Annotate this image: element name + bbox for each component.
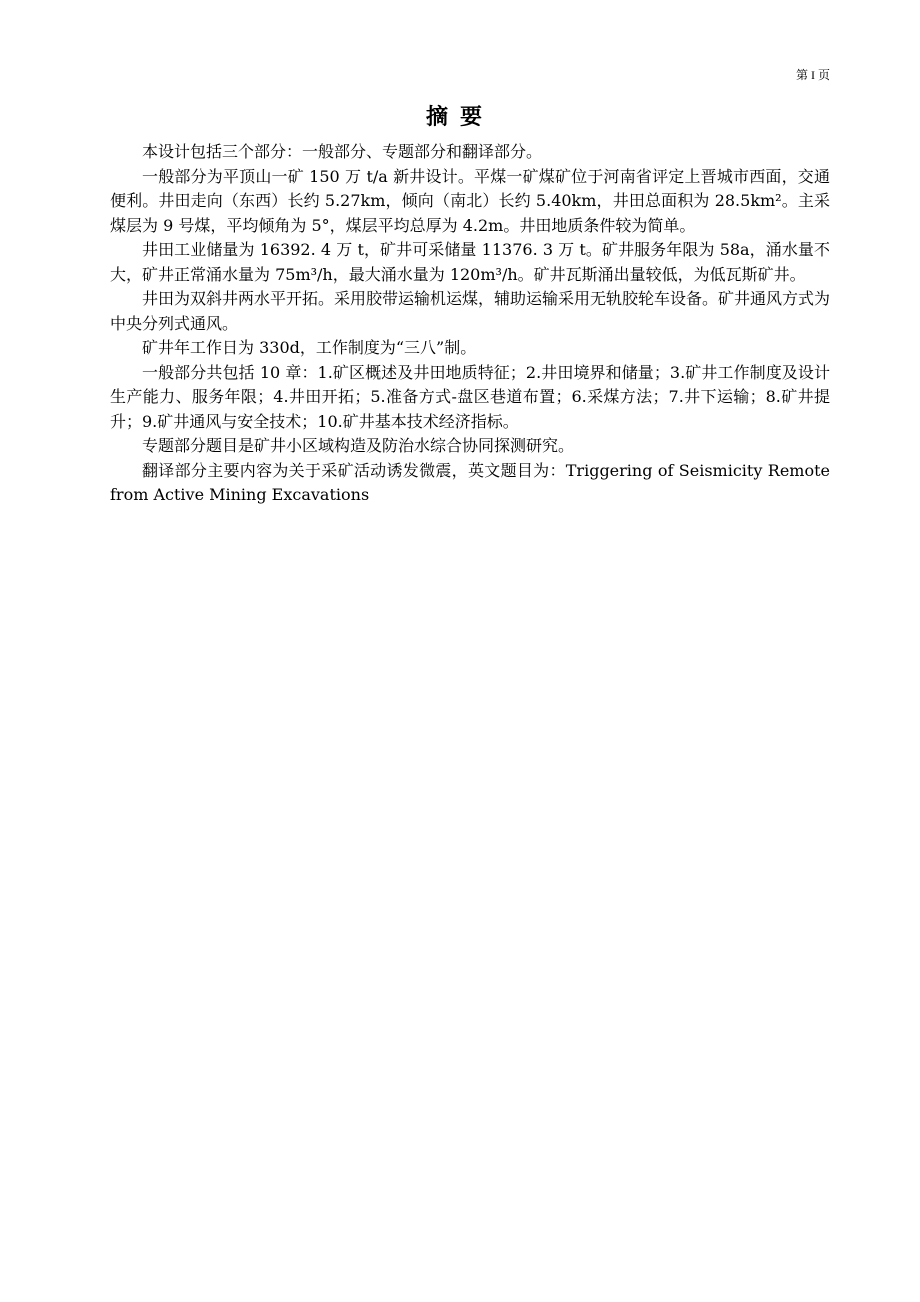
paragraph-reserves: 井田工业储量为 16392. 4 万 t，矿井可采储量 11376. 3 万 t。矿井服务年限为 58a，涌水量不大，矿井正常涌水量为 75m³/h，最大涌水量为 120m³/h。矿井瓦斯涌出量较低，为低瓦斯矿井。 [110,240,830,284]
paragraph-special-topic: 专题部分题目是矿井小区域构造及防治水综合协同探测研究。 [142,436,575,455]
paragraph-overview: 本设计包括三个部分：一般部分、专题部分和翻译部分。 [142,142,543,161]
paragraph-general-design: 一般部分为平顶山一矿 150 万 t/a 新井设计。平煤一矿煤矿位于河南省评定上晋城市西面，交通便利。井田走向（东西）长约 5.27km，倾向（南北）长约 5.40km，井田总面积为 28.5km²。主采煤层为 9 号煤，平均倾角为 5°，煤层平均总厚为 4.2m。井田地质条件较为简单。 [110,166,830,235]
abstract-title: 摘要 [425,105,494,130]
paragraph-work-schedule: 矿井年工作日为 330d，工作制度为“三八”制。 [142,338,477,357]
paragraph-development: 井田为双斜井两水平开拓。采用胶带运输机运煤，辅助运输采用无轨胶轮车设备。矿井通风方式为中央分列式通风。 [110,289,831,333]
abstract-body [110,140,830,508]
page-number: 第 I 页 [796,68,830,82]
paragraph-chapters: 一般部分共包括 10 章：1.矿区概述及井田地质特征；2.井田境界和储量；3.矿井工作制度及设计生产能力、服务年限；4.井田开拓；5.准备方式-盘区巷道布置；6.采煤方法；7.井下运输；8.矿井提升；9.矿井通风与安全技术；10.矿井基本技术经济指标。 [110,362,830,431]
paragraph-translation: 翻译部分主要内容为关于采矿活动诱发微震，英文题目为：Triggering of Seismicity Remote from Active Mining Excavations [110,460,830,504]
